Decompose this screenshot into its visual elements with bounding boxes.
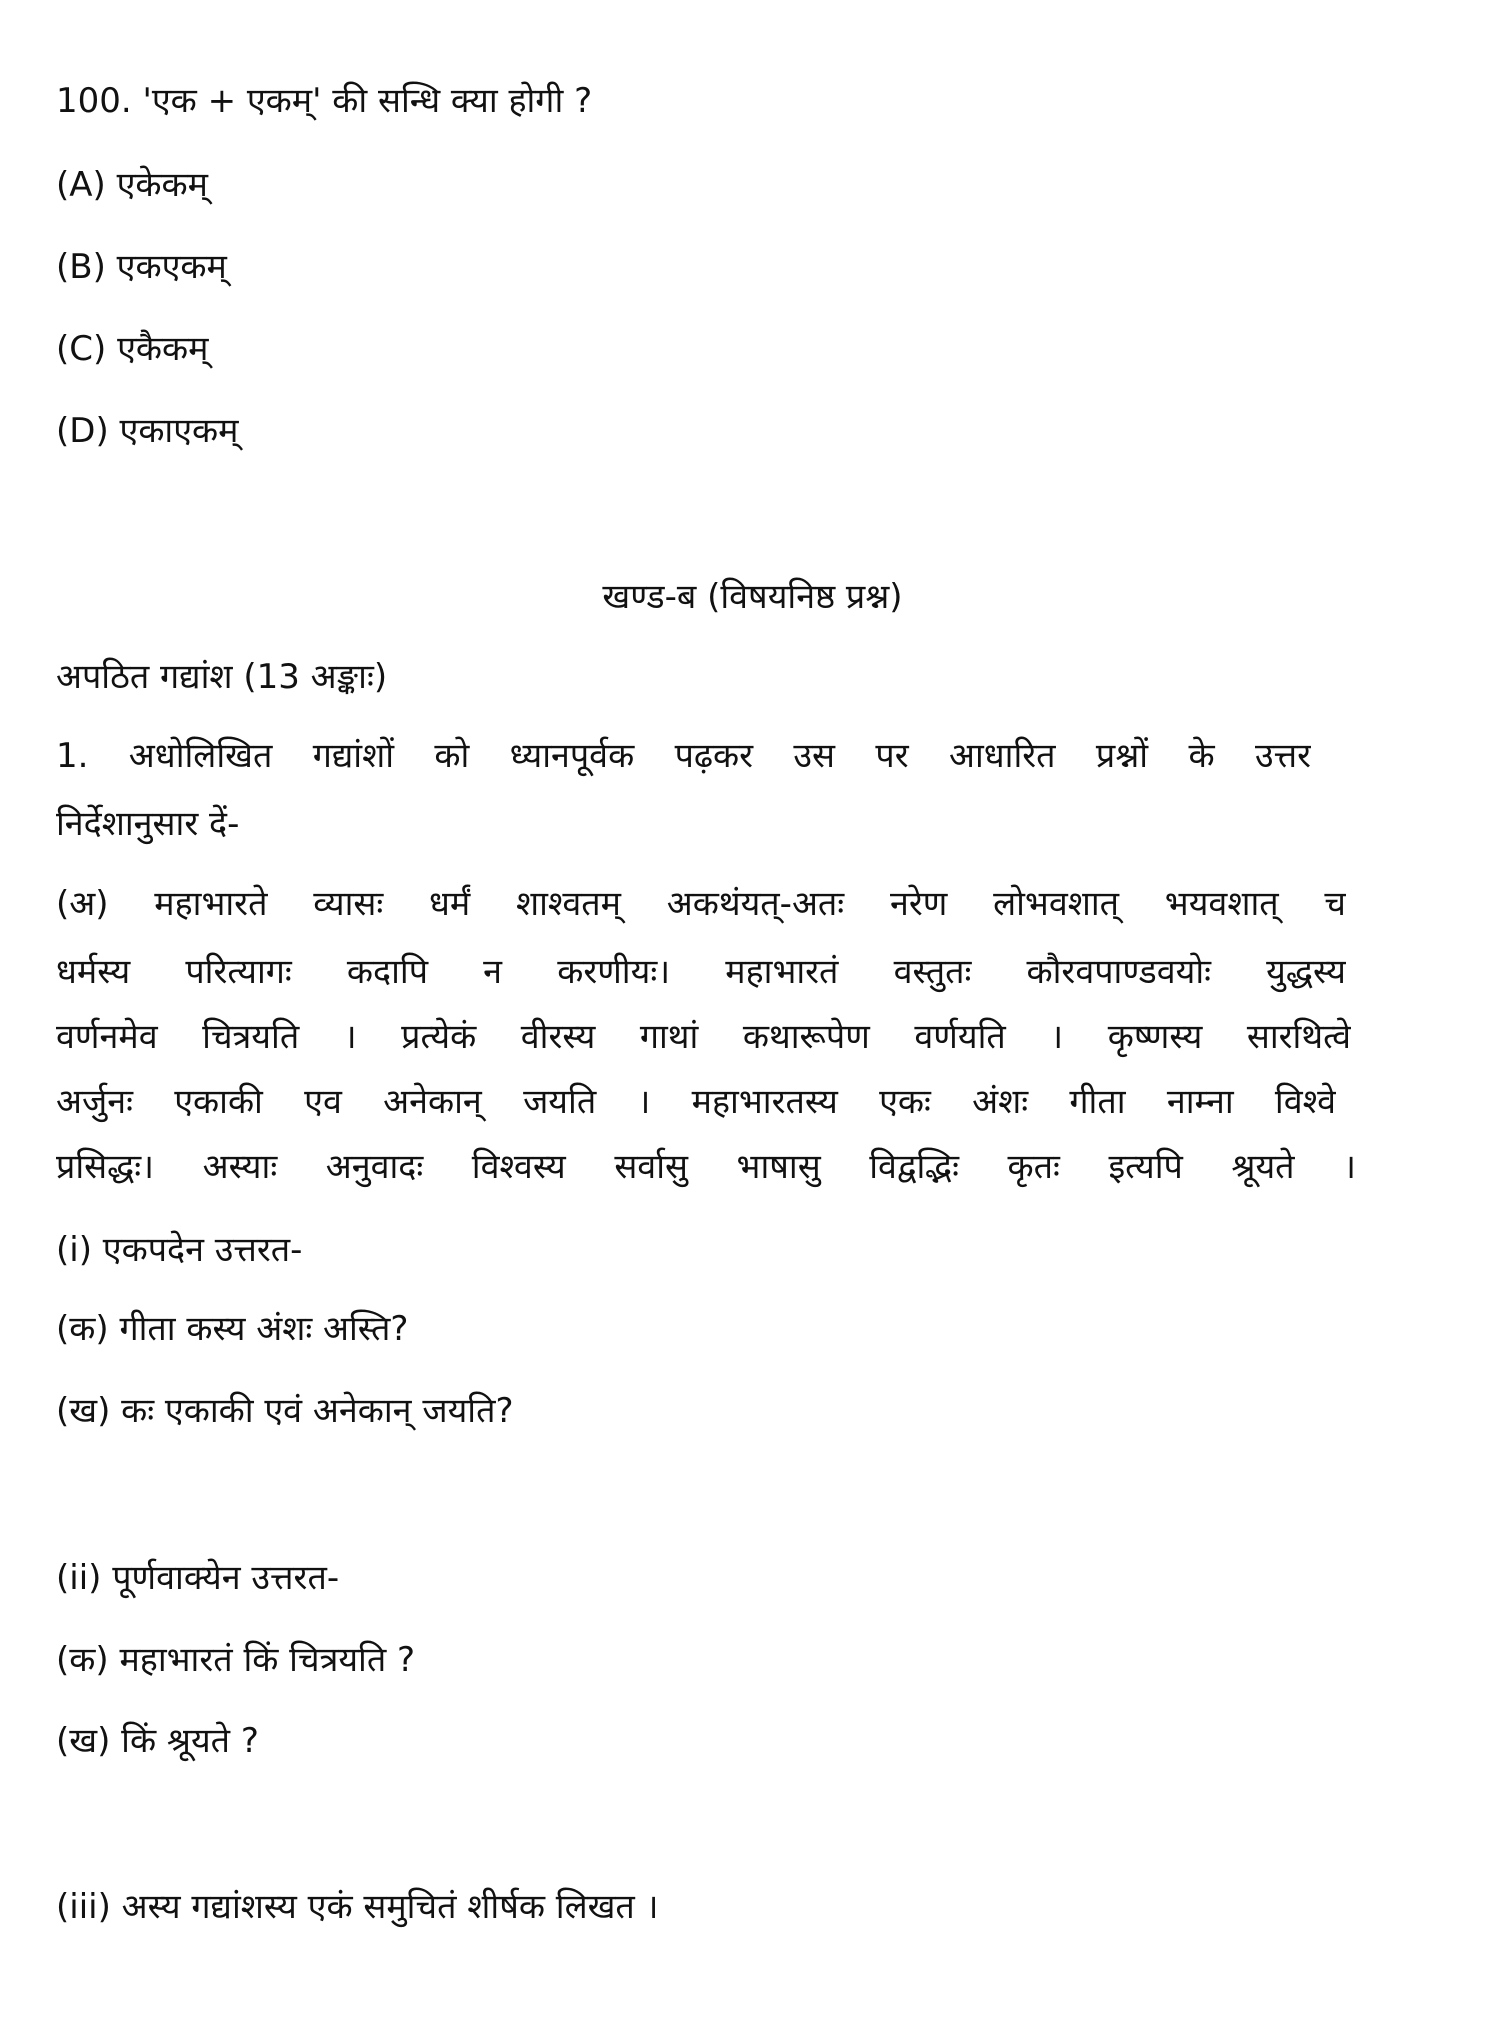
question-iii-title: (iii) अस्य गद्यांशस्य एकं समुचितं शीर्षक लिखत । — [56, 1887, 659, 1927]
mcq-option-b: (B) एकएकम् — [56, 247, 227, 287]
question-i-item: (ख) कः एकाकी एवं अनेकान् जयति? — [56, 1391, 514, 1431]
passage-line: प्रसिद्धः। अस्याः अनुवादः विश्वस्य सर्वासु भाषासु विद्वद्भिः कृतः इत्यपि श्रूयते । — [56, 1147, 1356, 1187]
section-subheading: अपठित गद्यांश (13 अङ्काः) — [56, 657, 388, 697]
question-ii-title: (ii) पूर्णवाक्येन उत्तरत- — [56, 1558, 340, 1598]
question-i-title: (i) एकपदेन उत्तरत- — [56, 1230, 303, 1270]
instruction-line: निर्देशानुसार दें- — [56, 804, 240, 844]
mcq-option-a: (A) एकेकम् — [56, 165, 208, 205]
passage-line: धर्मस्य परित्यागः कदापि न करणीयः। महाभारतं वस्तुतः कौरवपाण्डवयोः युद्धस्य — [56, 952, 1346, 992]
question-i-item: (क) गीता कस्य अंशः अस्ति? — [56, 1309, 409, 1349]
passage-line: (अ) महाभारते व्यासः धर्मं शाश्वतम् अकथंयत्-अतः नरेण लोभवशात् भयवशात् च — [56, 884, 1346, 924]
mcq-option-d: (D) एकाएकम् — [56, 411, 239, 451]
section-heading: खण्ड-ब (विषयनिष्ठ प्रश्न) — [602, 577, 903, 617]
question-ii-item: (ख) किं श्रूयते ? — [56, 1721, 259, 1761]
instruction-line: 1. अधोलिखित गद्यांशों को ध्यानपूर्वक पढ़कर उस पर आधारित प्रश्नों के उत्तर — [56, 736, 1311, 776]
mcq-question: 100. 'एक + एकम्' की सन्धि क्या होगी ? — [56, 81, 593, 121]
passage-line: अर्जुनः एकाकी एव अनेकान् जयति । महाभारतस्य एकः अंशः गीता नाम्ना विश्वे — [56, 1082, 1336, 1122]
mcq-option-c: (C) एकैकम् — [56, 329, 209, 369]
question-ii-item: (क) महाभारतं किं चित्रयति ? — [56, 1640, 416, 1680]
passage-line: वर्णनमेव चित्रयति । प्रत्येकं वीरस्य गाथां कथारूपेण वर्णयति । कृष्णस्य सारथित्वे — [56, 1017, 1351, 1057]
